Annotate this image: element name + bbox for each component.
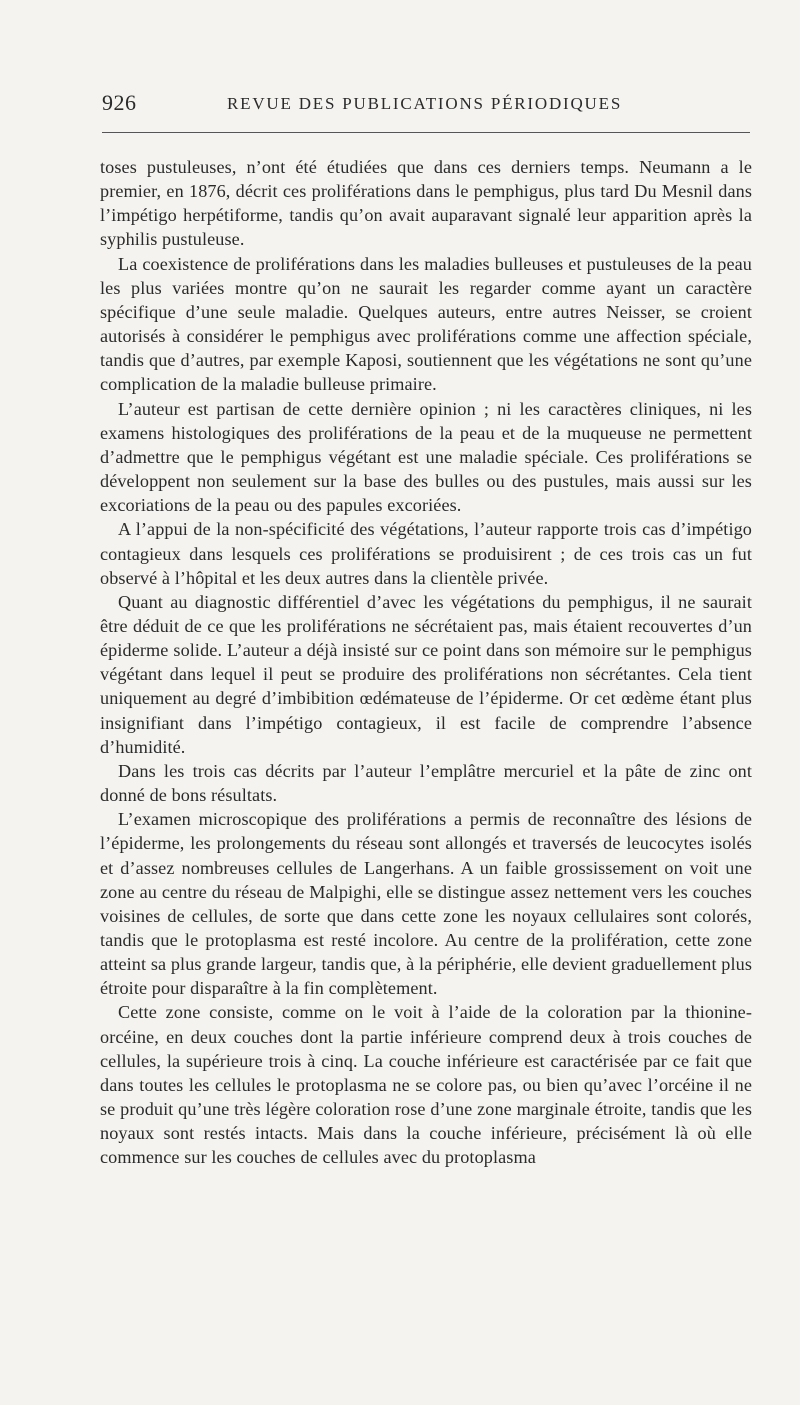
paragraph: A l’appui de la non-spécificité des végétations, l’auteur rapporte trois cas d’impétigo contagieux dans lesquels ces proliférations se produisirent ; de ces trois cas un fut observé à l’hôpital et les deux autres dans la clientèle privée.: [100, 519, 752, 588]
page-header: [102, 90, 754, 120]
running-title: REVUE DES PUBLICATIONS PÉRIODIQUES: [227, 94, 623, 113]
paragraph: Dans les trois cas décrits par l’auteur l’emplâtre mercuriel et la pâte de zinc ont donné de bons résultats.: [100, 760, 752, 806]
paragraph-continued: toses pustuleuses, n’ont été étudiées que dans ces derniers temps. Neumann a le premier, en 1876, décrit ces proliférations dans le pemphigus, plus tard Du Mesnil dans l’impétigo herpétiforme, tandis qu’on avait auparavant signalé leur apparition après la syphilis pustuleuse.: [100, 157, 752, 250]
page-number: 926: [102, 90, 137, 115]
paragraph: L’examen microscopique des proliférations a permis de reconnaître des lésions de l’épiderme, les prolongements du réseau sont allongés et traversés de leucocytes isolés et d’assez nombreuses cellules de Langerhans. A un faible grossissement on voit une zone au centre du réseau de Malpighi, elle se distingue assez nettement vers les couches voisines de cellules, de sorte que dans cette zone les noyaux cellulaires sont colorés, tandis que le protoplasma est resté incolore. Au centre de la prolifération, cette zone atteint sa plus grande largeur, tandis que, à la périphérie, elle devient graduellement plus étroite pour disparaître à la fin complètement.: [100, 809, 752, 999]
header-rule: [102, 132, 750, 133]
article-body: [100, 155, 752, 1170]
paragraph: La coexistence de proliférations dans les maladies bulleuses et pustuleuses de la peau les plus variées montre qu’on ne saurait les regarder comme ayant un caractère spécifique d’une seule maladie. Quelques auteurs, entre autres Neisser, se croient autorisés à considérer le pemphigus avec proliférations comme une affection spéciale, tandis que d’autres, par exemple Kaposi, soutiennent que les végétations ne sont qu’une complication de la maladie bulleuse primaire.: [100, 253, 752, 395]
paragraph: Quant au diagnostic différentiel d’avec les végétations du pemphigus, il ne saurait être déduit de ce que les proliférations ne sécrétaient pas, mais étaient recouvertes d’un épiderme solide. L’auteur a déjà insisté sur ce point dans son mémoire sur le pemphigus végétant dans lequel il peut se produire des proliférations non sécrétantes. Cela tient uniquement au degré d’imbibition œdémateuse de l’épiderme. Or cet œdème étant plus insignifiant dans l’impétigo contagieux, il est facile de comprendre l’absence d’humidité.: [100, 591, 752, 757]
paragraph: Cette zone consiste, comme on le voit à l’aide de la coloration par la thionine-orcéine, en deux couches dont la partie inférieure comprend deux à trois couches de cellules, la supérieure trois à cinq. La couche inférieure est caractérisée par ce fait que dans toutes les cellules le protoplasma ne se colore pas, ou bien qu’avec l’orcéine il ne se produit qu’une très légère coloration rose d’une zone marginale étroite, tandis que les noyaux sont restés intacts. Mais dans la couche inférieure, précisément là où elle commence sur les couches de cellules avec du protoplasma: [100, 1002, 752, 1168]
paragraph: L’auteur est partisan de cette dernière opinion ; ni les caractères cliniques, ni les examens histologiques des proliférations de la peau et de la muqueuse ne permettent d’admettre que le pemphigus végétant est une maladie spéciale. Ces proliférations se développent non seulement sur la base des bulles ou des pustules, mais aussi sur les excoriations de la peau ou des papules excoriées.: [100, 398, 752, 516]
